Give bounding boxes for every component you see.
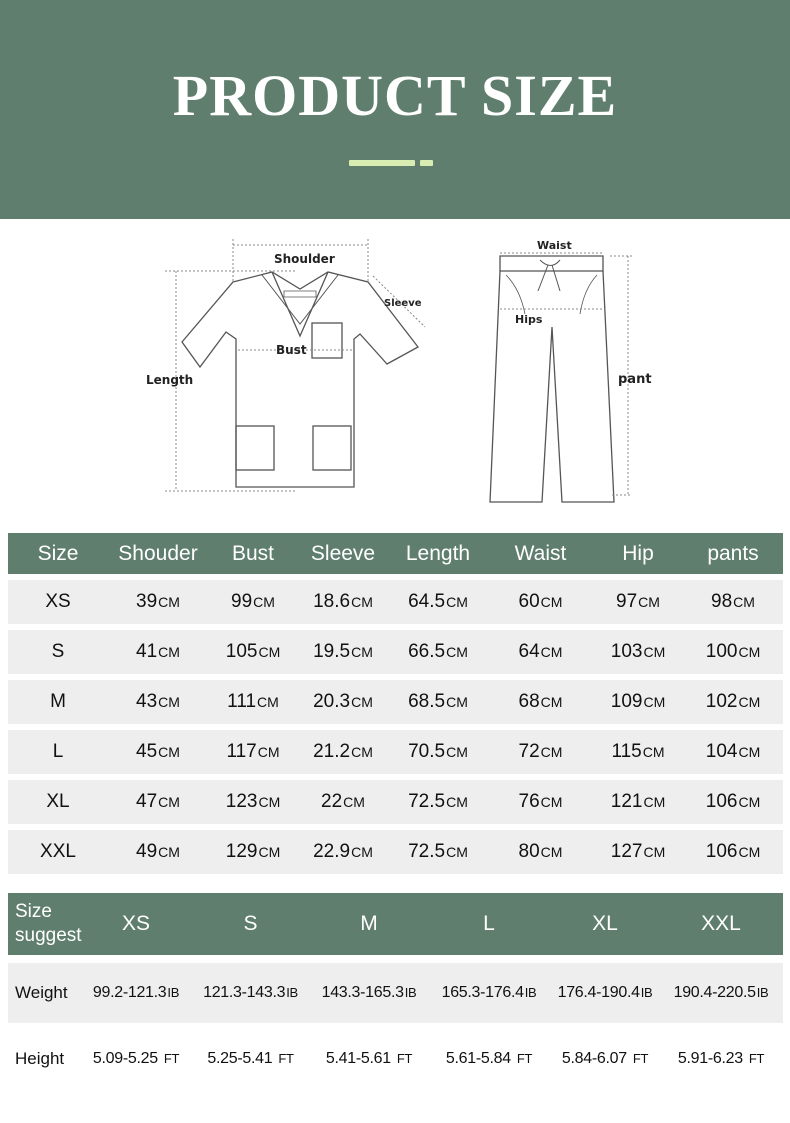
value-number: 102 <box>705 691 738 712</box>
value-number: 68 <box>518 691 540 712</box>
weight-cell <box>661 984 781 1002</box>
unit-label: CM <box>643 844 666 860</box>
size-chart-table <box>8 533 783 874</box>
value-cell <box>208 691 298 713</box>
value-cell <box>208 741 298 763</box>
value-cell <box>488 841 593 863</box>
value-cell <box>388 841 488 863</box>
weight-range: 121.3-143.3 <box>203 984 286 1001</box>
weight-label: Weight <box>15 983 68 1002</box>
value-cell <box>298 641 388 663</box>
unit-label: IB <box>286 985 298 1000</box>
unit-label: FT <box>632 1051 649 1066</box>
value-number: 60 <box>518 591 540 612</box>
value-number: 105 <box>225 641 258 662</box>
unit-label: CM <box>446 794 468 810</box>
value-cell <box>388 591 488 613</box>
waist-label: Waist <box>537 239 572 252</box>
height-row <box>8 1029 783 1089</box>
value-number: 72.5 <box>408 841 446 862</box>
value-cell <box>208 841 298 863</box>
unit-label: CM <box>158 844 180 860</box>
value-cell <box>683 791 783 813</box>
value-cell <box>593 591 683 613</box>
unit-label: IB <box>640 985 653 1000</box>
value-cell <box>683 691 783 713</box>
weight-row <box>8 963 783 1023</box>
col-header-shoulder: Shouder <box>118 541 198 565</box>
unit-label: CM <box>540 594 563 610</box>
col-header-hip: Hip <box>622 541 654 565</box>
value-number: 104 <box>705 741 738 762</box>
value-cell <box>298 841 388 863</box>
unit-label: CM <box>258 794 281 810</box>
unit-label: CM <box>738 744 761 760</box>
value-number: 109 <box>610 691 643 712</box>
value-number: 66.5 <box>408 641 446 662</box>
value-number: 18.6 <box>313 591 351 612</box>
value-cell <box>108 741 208 763</box>
height-cell <box>80 1050 192 1068</box>
value-number: 129 <box>225 841 258 862</box>
unit-label: CM <box>643 644 666 660</box>
height-cell <box>661 1050 781 1068</box>
unit-label: CM <box>351 594 373 610</box>
unit-label: CM <box>446 744 468 760</box>
size-suggest-label: Size suggest <box>15 901 82 946</box>
value-number: 72.5 <box>408 791 446 812</box>
value-cell <box>108 591 208 613</box>
value-cell <box>488 691 593 713</box>
unit-label: CM <box>351 744 373 760</box>
unit-label: CM <box>642 744 665 760</box>
height-range: 5.41-5.61 <box>325 1050 391 1067</box>
size-cell: L <box>52 741 64 762</box>
value-number: 103 <box>610 641 643 662</box>
value-number: 106 <box>705 841 738 862</box>
length-label: Length <box>146 373 194 387</box>
unit-label: CM <box>733 594 755 610</box>
value-number: 127 <box>610 841 643 862</box>
table-row <box>8 630 783 674</box>
weight-range: 190.4-220.5 <box>673 984 756 1001</box>
page-title: PRODUCT SIZE <box>172 63 618 128</box>
unit-label: CM <box>540 744 563 760</box>
weight-cell <box>429 984 549 1002</box>
value-number: 123 <box>225 791 258 812</box>
value-number: 99 <box>231 591 253 612</box>
value-number: 117 <box>226 741 257 762</box>
value-cell <box>683 841 783 863</box>
sleeve-label: Sleeve <box>384 298 422 309</box>
value-cell <box>488 641 593 663</box>
value-number: 45 <box>136 741 158 762</box>
height-label: Height <box>15 1049 65 1068</box>
value-number: 121 <box>610 791 643 812</box>
unit-label: CM <box>738 794 761 810</box>
unit-label: FT <box>396 1051 413 1066</box>
height-cell <box>309 1050 429 1068</box>
value-cell <box>298 691 388 713</box>
unit-label: CM <box>258 844 281 860</box>
measurement-diagram <box>0 219 790 530</box>
pant-label: pant <box>618 372 652 387</box>
unit-label: CM <box>343 794 365 810</box>
value-cell <box>593 741 683 763</box>
value-number: 47 <box>136 791 158 812</box>
value-cell <box>208 641 298 663</box>
table-row <box>8 680 783 724</box>
value-cell <box>683 741 783 763</box>
weight-cell <box>309 984 429 1002</box>
col-header-size: XXL <box>701 912 741 935</box>
unit-label: FT <box>748 1051 765 1066</box>
unit-label: CM <box>257 694 279 710</box>
title-underline-long <box>349 160 415 166</box>
shirt-measure-lines <box>165 239 425 491</box>
value-cell <box>108 791 208 813</box>
value-cell <box>388 641 488 663</box>
value-number: 98 <box>711 591 733 612</box>
value-cell <box>208 591 298 613</box>
size-cell: XS <box>45 591 71 612</box>
col-header-sleeve: Sleeve <box>310 541 376 565</box>
value-cell <box>593 791 683 813</box>
value-number: 70.5 <box>408 741 446 762</box>
table-row <box>8 780 783 824</box>
weight-range: 176.4-190.4 <box>557 984 640 1001</box>
height-range: 5.91-6.23 <box>677 1050 743 1067</box>
unit-label: CM <box>638 594 660 610</box>
value-cell <box>593 641 683 663</box>
unit-label: CM <box>738 844 761 860</box>
unit-label: CM <box>446 594 468 610</box>
value-cell <box>108 841 208 863</box>
unit-label: IB <box>404 985 417 1000</box>
unit-label: CM <box>351 844 373 860</box>
unit-label: CM <box>158 594 180 610</box>
unit-label: FT <box>163 1051 180 1066</box>
col-header-waist: Waist <box>514 541 567 565</box>
value-cell <box>108 641 208 663</box>
col-header-size: Size <box>37 541 79 565</box>
value-cell <box>593 691 683 713</box>
value-cell <box>108 691 208 713</box>
size-cell: M <box>50 691 66 712</box>
unit-label: CM <box>446 694 468 710</box>
value-cell <box>488 791 593 813</box>
unit-label: CM <box>158 744 180 760</box>
value-cell <box>488 591 593 613</box>
unit-label: FT <box>278 1051 294 1066</box>
weight-cell <box>80 984 192 1002</box>
value-cell <box>298 741 388 763</box>
unit-label: CM <box>446 844 468 860</box>
size-cell: XXL <box>40 841 76 862</box>
value-number: 22 <box>321 791 343 812</box>
value-cell <box>388 691 488 713</box>
value-cell <box>683 641 783 663</box>
size-suggest-table <box>8 893 783 1089</box>
value-cell <box>388 791 488 813</box>
height-range: 5.09-5.25 <box>92 1050 158 1067</box>
unit-label: CM <box>643 794 666 810</box>
height-range: 5.25-5.41 <box>207 1050 273 1067</box>
weight-range: 99.2-121.3 <box>92 984 167 1001</box>
value-number: 49 <box>136 841 158 862</box>
col-header-bust: Bust <box>231 541 275 565</box>
unit-label: CM <box>253 594 275 610</box>
table-row <box>8 730 783 774</box>
weight-range: 143.3-165.3 <box>321 984 404 1001</box>
unit-label: CM <box>258 644 281 660</box>
hips-label: Hips <box>515 313 543 326</box>
table-row <box>8 580 783 624</box>
value-cell <box>683 591 783 613</box>
unit-label: CM <box>446 644 468 660</box>
weight-cell <box>192 984 309 1002</box>
size-suggest-header <box>8 893 783 955</box>
value-cell <box>208 791 298 813</box>
value-number: 68.5 <box>408 691 446 712</box>
shirt-illustration <box>182 272 418 487</box>
value-number: 115 <box>611 741 642 762</box>
unit-label: IB <box>524 985 537 1000</box>
value-number: 100 <box>705 641 738 662</box>
value-cell <box>298 791 388 813</box>
value-number: 39 <box>136 591 158 612</box>
bust-label: Bust <box>276 343 307 357</box>
weight-cell <box>549 984 661 1002</box>
unit-label: CM <box>158 794 180 810</box>
value-number: 64.5 <box>408 591 446 612</box>
unit-label: CM <box>158 694 180 710</box>
weight-range: 165.3-176.4 <box>441 984 524 1001</box>
value-number: 64 <box>518 641 540 662</box>
height-range: 5.61-5.84 <box>445 1050 511 1067</box>
col-header-size: S <box>243 912 258 935</box>
col-header-length: Length <box>405 541 471 565</box>
pants-illustration <box>490 256 614 502</box>
unit-label: CM <box>643 694 666 710</box>
size-cell: XL <box>46 791 70 812</box>
shoulder-label: Shoulder <box>274 252 335 266</box>
table-row <box>8 830 783 874</box>
value-number: 43 <box>136 691 158 712</box>
unit-label: IB <box>756 985 769 1000</box>
unit-label: FT <box>516 1051 533 1066</box>
header-banner <box>0 0 790 219</box>
height-cell <box>429 1050 549 1068</box>
value-number: 41 <box>136 641 158 662</box>
value-cell <box>388 741 488 763</box>
value-cell <box>488 741 593 763</box>
unit-label: CM <box>738 694 761 710</box>
unit-label: CM <box>351 644 373 660</box>
value-cell <box>298 591 388 613</box>
col-header-size: L <box>483 912 495 935</box>
unit-label: CM <box>540 794 563 810</box>
value-cell <box>593 841 683 863</box>
unit-label: CM <box>540 844 563 860</box>
value-number: 111 <box>227 691 257 712</box>
col-header-size: XS <box>121 912 150 935</box>
unit-label: CM <box>351 694 373 710</box>
value-number: 80 <box>518 841 540 862</box>
size-cell: S <box>51 641 65 662</box>
height-range: 5.84-6.07 <box>561 1050 627 1067</box>
unit-label: CM <box>540 694 563 710</box>
unit-label: CM <box>257 744 280 760</box>
col-header-pants: pants <box>707 541 759 565</box>
title-underline-short <box>420 160 433 166</box>
col-header-size: M <box>360 912 378 935</box>
col-header-size: XL <box>592 912 618 935</box>
value-number: 21.2 <box>313 741 351 762</box>
value-number: 19.5 <box>313 641 351 662</box>
value-number: 106 <box>705 791 738 812</box>
unit-label: IB <box>167 985 180 1000</box>
value-number: 20.3 <box>313 691 351 712</box>
value-number: 22.9 <box>313 841 351 862</box>
height-cell <box>549 1050 661 1068</box>
size-chart-header <box>8 533 783 574</box>
value-number: 76 <box>518 791 540 812</box>
unit-label: CM <box>158 644 180 660</box>
unit-label: CM <box>540 644 563 660</box>
unit-label: CM <box>738 644 761 660</box>
value-number: 97 <box>616 591 638 612</box>
height-cell <box>192 1050 309 1068</box>
value-number: 72 <box>518 741 540 762</box>
